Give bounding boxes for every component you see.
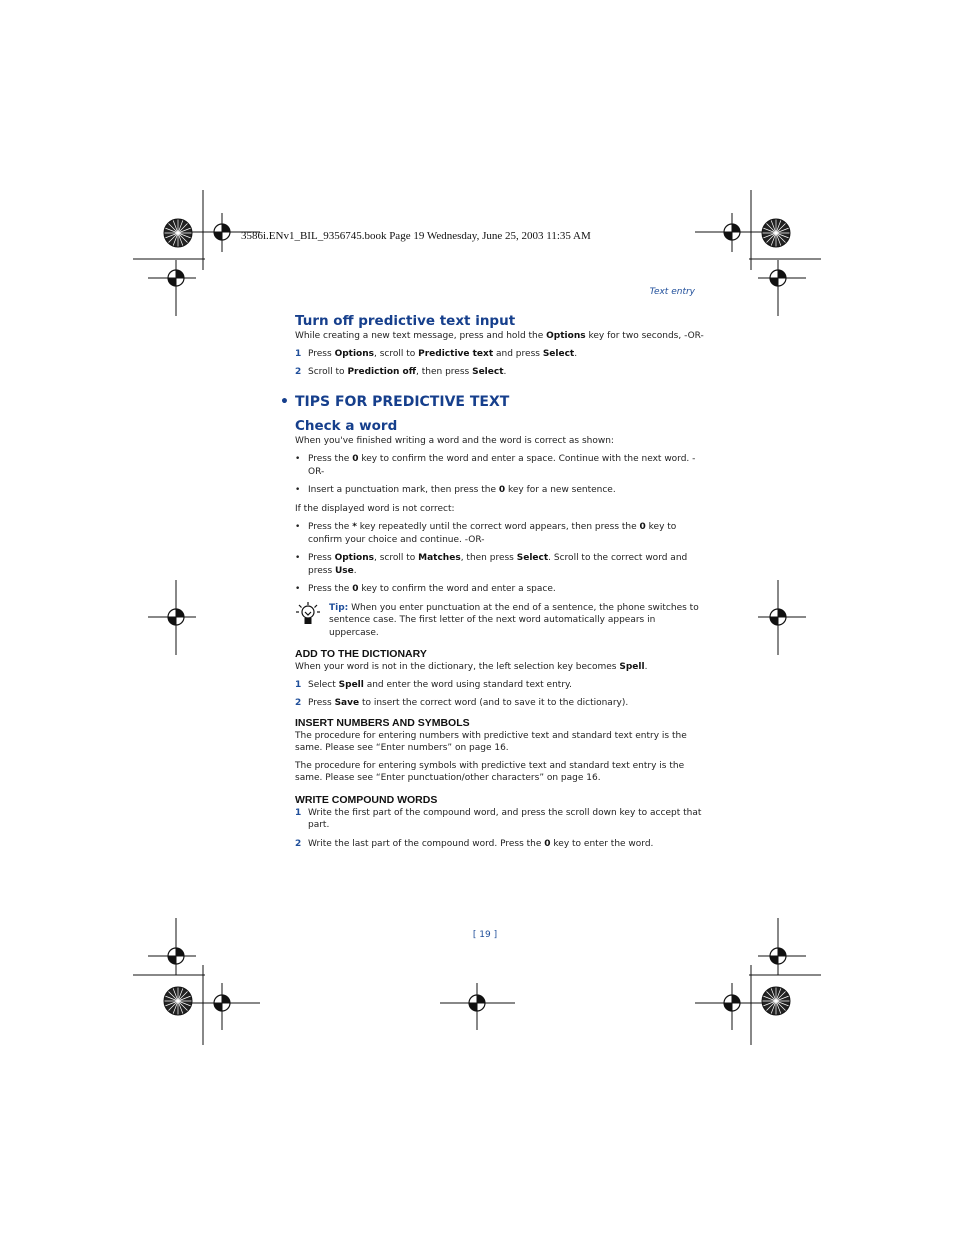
check-intro: When you've finished writing a word and the word is correct as shown: <box>295 435 614 446</box>
dictionary-step-2: 2 Press Save to insert the correct word (and to save it to the dictionary). <box>295 698 629 708</box>
step-number: 2 <box>295 367 302 377</box>
compound-step-1: 1 Write the first part of the compound word, and press the scroll down key to accept that part. <box>295 807 702 830</box>
running-head: Text entry <box>649 287 695 297</box>
lightbulb-icon <box>295 602 321 626</box>
list-item: • Press the * key repeatedly until the correct word appears, then press the 0 key to confirm your choice and continue. -OR- <box>295 522 677 545</box>
step-number: 1 <box>295 807 302 818</box>
subsection-title-check-word: Check a word <box>295 417 398 434</box>
step-number: 2 <box>295 698 302 708</box>
print-header: 3586i.ENv1_BIL_9356745.book Page 19 Wednesday, June 25, 2003 11:35 AM <box>241 230 591 242</box>
numbers-para-1: The procedure for entering numbers with predictive text and standard text entry is the same. Please see “Enter numbers” on page 16. <box>295 730 687 753</box>
not-correct-intro: If the displayed word is not correct: <box>295 503 455 514</box>
list-item: • Press the 0 key to confirm the word and enter a space. Continue with the next word. -OR- <box>295 454 696 477</box>
tip-label: Tip: <box>329 602 349 613</box>
tip-text: When you enter punctuation at the end of a sentence, the phone switches to sentence case. The first letter of the next word automatically appears in uppercase. <box>329 602 699 638</box>
page-content <box>280 312 705 850</box>
step-number: 2 <box>295 838 302 849</box>
list-item: • Press Options, scroll to Matches, then press Select. Scroll to the correct word and press Use. <box>295 553 688 576</box>
list-item: • Insert a punctuation mark, then press the 0 key for a new sentence. <box>295 485 616 495</box>
turn-off-step-2: 2 Scroll to Prediction off, then press Select. <box>295 367 507 377</box>
section-title-turn-off: Turn off predictive text input <box>295 313 516 329</box>
dictionary-intro: When your word is not in the dictionary, the left selection key becomes Spell. <box>295 662 648 672</box>
turn-off-intro: While creating a new text message, press and hold the Options key for two seconds, -OR- <box>295 331 704 341</box>
step-number: 1 <box>295 679 302 690</box>
list-item: • Press the 0 key to confirm the word and enter a space. <box>295 584 556 594</box>
heading-bullet: • <box>280 393 289 410</box>
subsection-title-compound: WRITE COMPOUND WORDS <box>295 793 438 806</box>
turn-off-step-1: 1 Press Options, scroll to Predictive text and press Select. <box>295 348 578 359</box>
section-title-tips: • TIPS FOR PREDICTIVE TEXT <box>280 393 510 410</box>
subsection-title-dictionary: ADD TO THE DICTIONARY <box>295 648 427 660</box>
page-number: [ 19 ] <box>472 930 498 940</box>
numbers-para-2: The procedure for entering symbols with predictive text and standard text entry is the same. Please see “Enter punctuation/other characters” on page 16. <box>295 760 685 783</box>
compound-step-2: 2 Write the last part of the compound word. Press the 0 key to enter the word. <box>295 838 654 849</box>
tip-box <box>295 602 705 640</box>
dictionary-step-1: 1 Select Spell and enter the word using standard text entry. <box>295 679 572 690</box>
step-number: 1 <box>295 348 302 359</box>
subsection-title-numbers: INSERT NUMBERS AND SYMBOLS <box>295 716 470 729</box>
